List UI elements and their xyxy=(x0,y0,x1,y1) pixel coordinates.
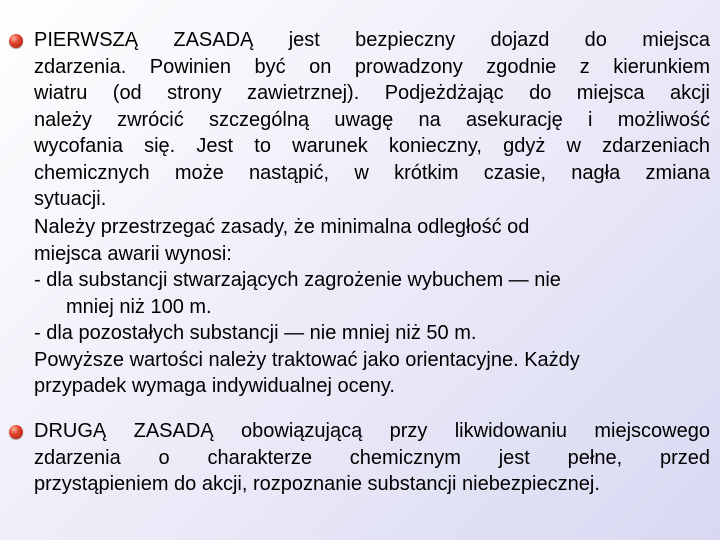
text-line: miejsca awarii wynosi: xyxy=(34,242,232,265)
text-line: przystąpieniem do akcji, rozpoznanie substancji niebezpiecznej. xyxy=(34,473,600,495)
text-line: PIERWSZĄ ZASADĄ jest bezpieczny dojazd do miejsca xyxy=(34,29,710,51)
text-line: zdarzenia. Powinien być on prowadzony zgodnie z kierunkiem xyxy=(34,55,710,78)
bullet-icon xyxy=(9,425,23,439)
text-line: sytuacji. xyxy=(34,188,107,210)
text-line: Należy przestrzegać zasady, że minimalna odległość od xyxy=(34,216,530,238)
text-line: Powyższe wartości należy traktować jako orientacyjne. Każdy xyxy=(34,348,580,371)
text-line: wiatru (od strony zawietrznej). Podjeżdżając do miejsca akcji xyxy=(34,82,710,104)
distance-item-explosive-cont: mniej niż 100 m. xyxy=(66,295,212,318)
text-line: DRUGĄ ZASADĄ obowiązującą przy likwidowaniu miejscowego xyxy=(34,420,710,442)
text-line: zdarzenia o charakterze chemicznym jest pełne, przed xyxy=(34,446,710,469)
second-rule-paragraph xyxy=(34,418,710,498)
bullet-icon xyxy=(9,34,23,48)
text-line: wycofania się. Jest to warunek konieczny, gdyż w zdarzeniach xyxy=(34,135,710,157)
distance-paragraph xyxy=(34,214,710,400)
distance-item-other: - dla pozostałych substancji — nie mniej niż 50 m. xyxy=(34,322,477,344)
first-rule-paragraph xyxy=(34,27,710,213)
text-line: przypadek wymaga indywidualnej oceny. xyxy=(34,375,395,397)
text-line: chemicznych może nastąpić, w krótkim czasie, nagła zmiana xyxy=(34,161,710,184)
text-line: należy zwrócić szczególną uwagę na asekurację i możliwość xyxy=(34,108,710,131)
distance-item-explosive: - dla substancji stwarzających zagrożenie wybuchem — nie xyxy=(34,269,561,291)
